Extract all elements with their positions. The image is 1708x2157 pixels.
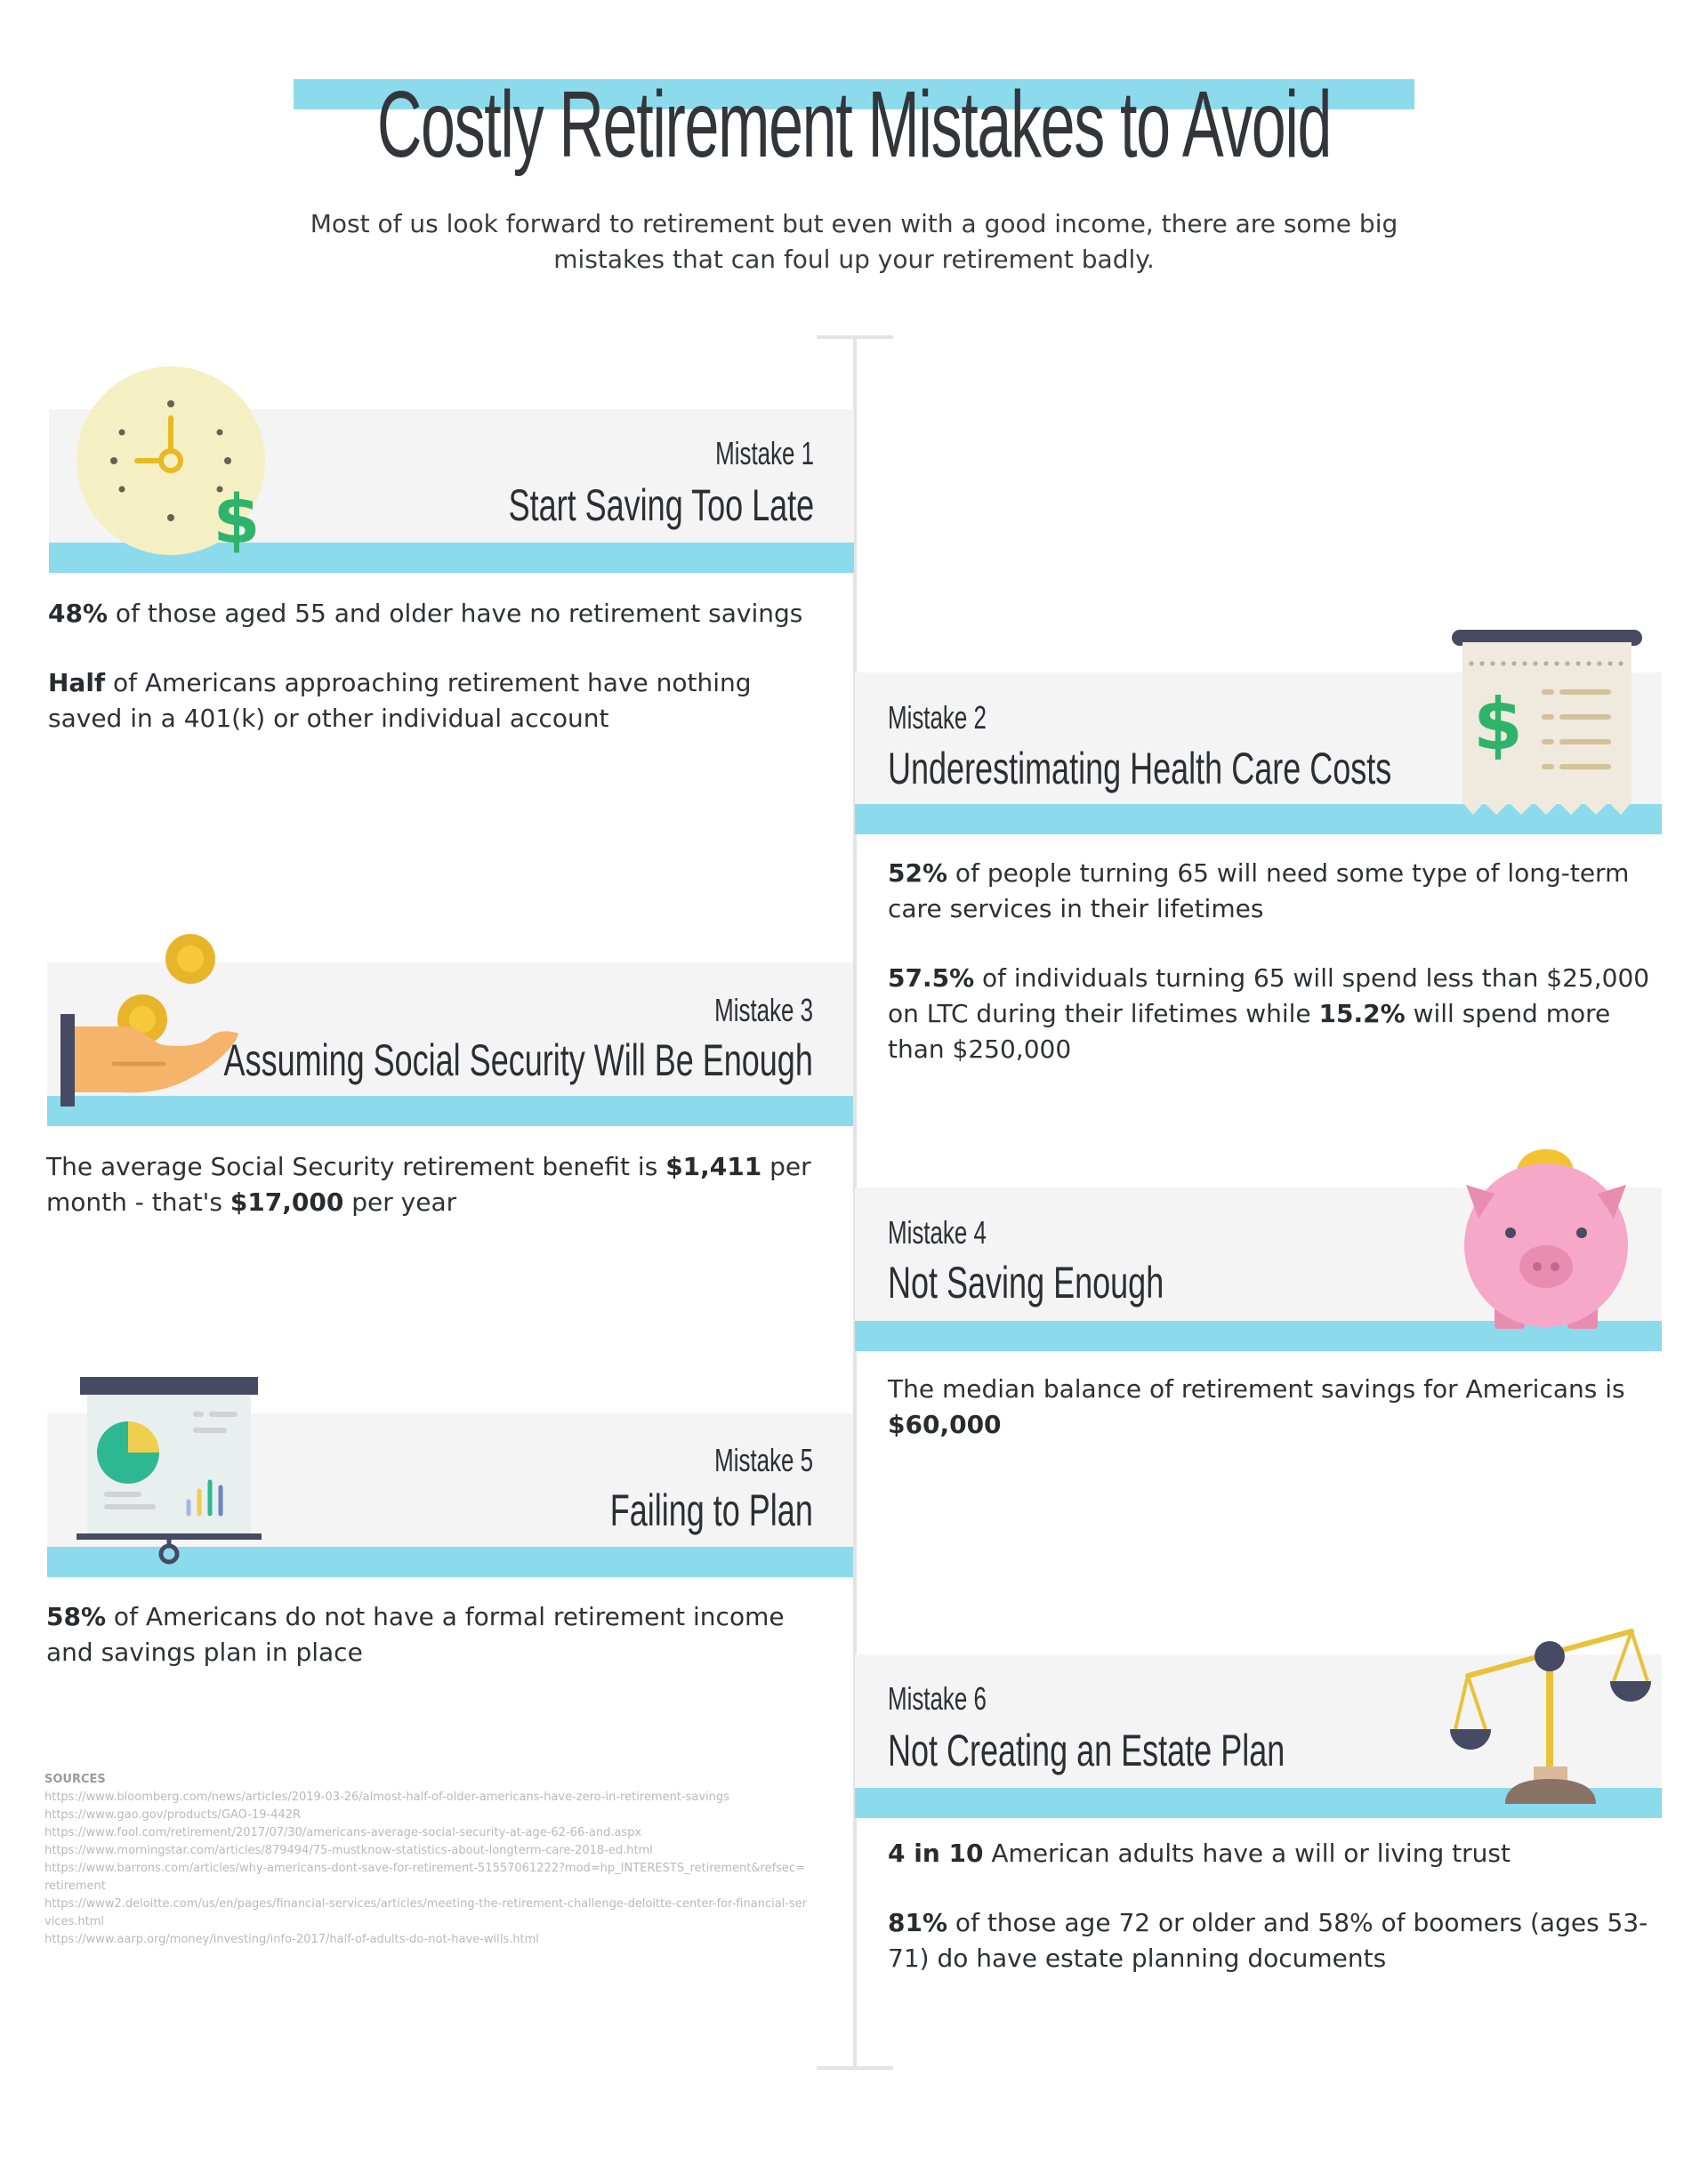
mistake-6-stat-1: 4 in 10 American adults have a will or living trust — [888, 1839, 1511, 1868]
hand-coins-icon — [60, 934, 247, 1112]
page-subtitle: Most of us look forward to retirement but even with a good income, there are some big mistakes that can foul up your retirement badly. — [310, 209, 1398, 274]
svg-text:$: $ — [1473, 683, 1523, 766]
mistake-1-heading — [390, 480, 814, 530]
mistake-5-heading — [531, 1485, 813, 1535]
scales-icon — [1450, 1619, 1646, 1806]
mistake-4-stats — [888, 1372, 1653, 1477]
mistake-1-stat-1: 48% of those aged 55 and older have no retirement savings — [48, 599, 803, 628]
mistake-6-heading-text: Not Creating an Estate Plan — [888, 1726, 1285, 1775]
mistake-3-number-text: Mistake 3 — [714, 992, 813, 1028]
mistake-1-stat-2: Half of Americans approaching retirement have nothing saved in a 401(k) or other individual account — [48, 668, 752, 733]
sources-block — [44, 1771, 810, 1949]
mistake-6-heading — [888, 1726, 1439, 1775]
mistake-3-number — [676, 993, 813, 1029]
mistake-1-heading-text: Start Saving Too Late — [508, 480, 814, 530]
svg-text:$: $ — [213, 479, 261, 559]
mistake-6-stat-2: 81% of those age 72 or older and 58% of boomers (ages 53-71) do have estate planning documents — [888, 1908, 1648, 1973]
source-link[interactable]: https://www.morningstar.com/articles/879494/75-mustknow-statistics-about-longterm-care-2018-ed.html — [44, 1844, 653, 1857]
receipt-icon — [1452, 630, 1644, 825]
mistake-4-number — [888, 1215, 1025, 1252]
mistake-6-number — [888, 1681, 1025, 1718]
mistake-5-heading-text: Failing to Plan — [609, 1485, 813, 1535]
page-title: Costly Retirement Mistakes to Avoid — [376, 72, 1332, 177]
source-link[interactable]: https://www2.deloitte.com/us/en/pages/financial-services/articles/meeting-the-retirement-challenge-deloitte-center-for-financial-services.html — [44, 1897, 808, 1928]
mistake-2-number-text: Mistake 2 — [888, 699, 987, 736]
mistake-6-stats — [888, 1836, 1671, 2010]
mistake-2-stat-1: 52% of people turning 65 will need some type of long-term care services in their lifetimes — [888, 858, 1630, 923]
mistake-3-stats — [46, 1149, 829, 1254]
source-link[interactable]: https://www.barrons.com/articles/why-americans-dont-save-for-retirement-51557061222?mod=hp_INTERESTS_retirement&refsec=retirement — [44, 1862, 805, 1893]
source-link[interactable]: https://www.gao.gov/products/GAO-19-442R — [44, 1808, 302, 1822]
clock-dollar-icon — [77, 365, 272, 560]
mistake-4-number-text: Mistake 4 — [888, 1214, 987, 1251]
mistake-4-heading-text: Not Saving Enough — [888, 1258, 1164, 1308]
source-link[interactable]: https://www.fool.com/retirement/2017/07/30/americans-average-social-security-at-age-62-66-and.aspx — [44, 1826, 642, 1839]
mistake-6-number-text: Mistake 6 — [888, 1680, 987, 1717]
mistake-5-stat-1: 58% of Americans do not have a formal retirement income and savings plan in place — [46, 1602, 785, 1667]
mistake-2-stat-2: 57.5% of individuals turning 65 will spend less than $25,000 on LTC during their lifetimes while 15.2% will spend more than $250,000 — [888, 963, 1650, 1064]
mistake-1-number-text: Mistake 1 — [715, 435, 814, 471]
source-link[interactable]: https://www.aarp.org/money/investing/info-2017/half-of-adults-do-not-have-wills.html — [44, 1933, 539, 1946]
timeline-bottom-cap — [817, 2066, 893, 2070]
mistake-5-number — [676, 1443, 813, 1479]
mistake-2-heading — [888, 744, 1587, 793]
mistake-4-heading — [888, 1258, 1271, 1308]
mistake-3-heading — [0, 1035, 813, 1085]
sources-heading: SOURCES — [44, 1773, 106, 1786]
mistake-1-stats — [48, 596, 831, 770]
mistake-4-stat-1: The median balance of retirement savings for Americans is $60,000 — [888, 1374, 1625, 1439]
mistake-1-number — [677, 436, 814, 472]
mistake-2-stats — [888, 856, 1671, 1101]
source-link[interactable]: https://www.bloomberg.com/news/articles/2019-03-26/almost-half-of-older-americans-have-zero-in-retirement-savings — [44, 1791, 729, 1804]
mistake-5-stats — [46, 1599, 829, 1704]
mistake-2-number — [888, 700, 1025, 736]
mistake-3-stat-1: The average Social Security retirement benefit is $1,411 per month - that's $17,000 per year — [46, 1152, 811, 1217]
mistake-5-number-text: Mistake 5 — [714, 1442, 813, 1478]
mistake-2-heading-text: Underestimating Health Care Costs — [888, 744, 1392, 793]
mistake-3-heading-text: Assuming Social Security Will Be Enough — [223, 1035, 813, 1085]
header — [0, 71, 1708, 178]
presentation-board-icon — [77, 1377, 263, 1565]
piggy-bank-icon — [1459, 1142, 1637, 1338]
